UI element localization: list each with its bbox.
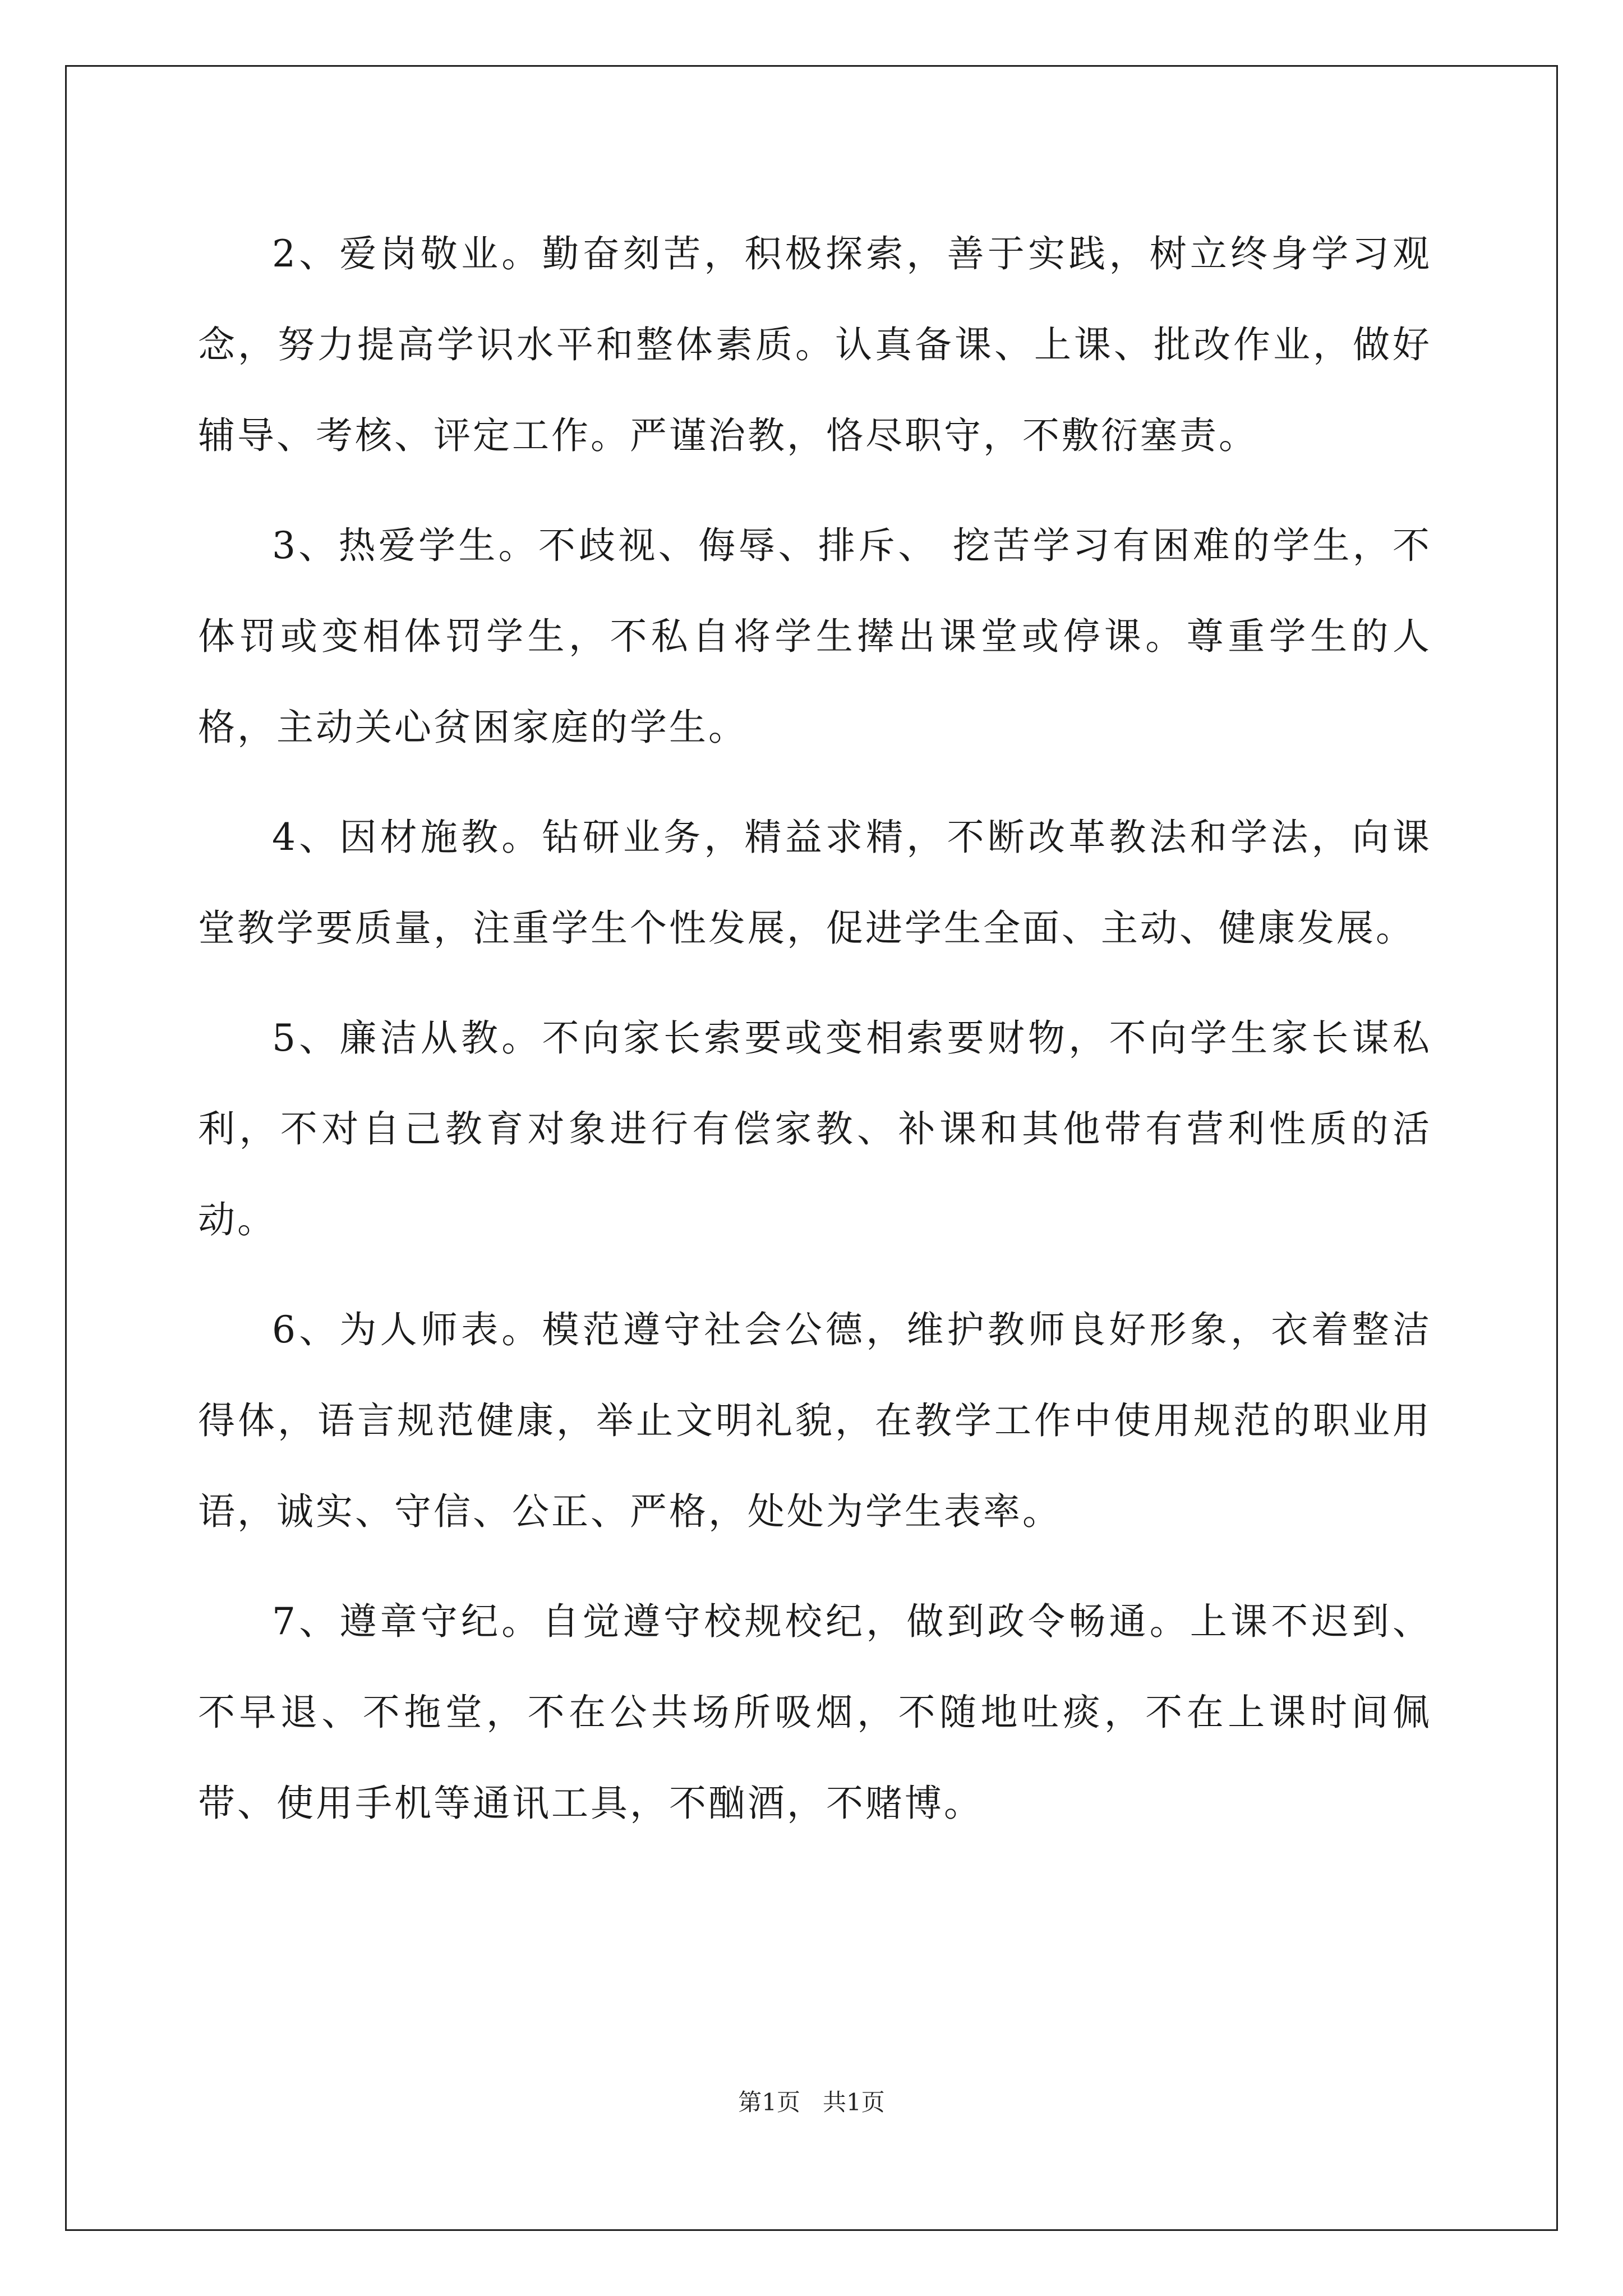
- page-number-total: 共1页: [823, 2088, 885, 2116]
- paragraph-4: 4、因材施教。钻研业务，精益求精，不断改革教法和学法，向课堂教学要质量，注重学生个性发展，促进学生全面、主动、健康发展。: [198, 816, 1432, 950]
- paragraph-5: 5、廉洁从教。不向家长索要或变相索要财物，不向学生家长谋私利，不对自己教育对象进行有偿家教、补课和其他带有营利性质的活动。: [198, 1016, 1432, 1241]
- paragraph-3: 3、热爱学生。不歧视、侮辱、排斥、 挖苦学习有困难的学生，不体罚或变相体罚学生，不私自将学生撵出课堂或停课。尊重学生的人格，主动关心贫困家庭的学生。: [198, 524, 1432, 749]
- footer-spacer: [800, 2088, 823, 2116]
- paragraph-6: 6、为人师表。模范遵守社会公德，维护教师良好形象，衣着整洁得体，语言规范健康，举止文明礼貌，在教学工作中使用规范的职业用语，诚实、守信、公正、严格，处处为学生表率。: [198, 1308, 1432, 1533]
- paragraph-7: 7、遵章守纪。自觉遵守校规校纪，做到政令畅通。上课不迟到、不早退、不拖堂，不在公共场所吸烟，不随地吐痰，不在上课时间佩带、使用手机等通讯工具，不酗酒，不赌博。: [198, 1600, 1432, 1825]
- document-body: [198, 209, 1432, 1868]
- page-footer: [0, 2086, 1623, 2119]
- page-number-current: 第1页: [738, 2088, 800, 2116]
- paragraph-2: 2、爱岗敬业。勤奋刻苦，积极探索，善于实践，树立终身学习观念，努力提高学识水平和整体素质。认真备课、上课、批改作业，做好辅导、考核、评定工作。严谨治教，恪尽职守，不敷衍塞责。: [198, 232, 1432, 457]
